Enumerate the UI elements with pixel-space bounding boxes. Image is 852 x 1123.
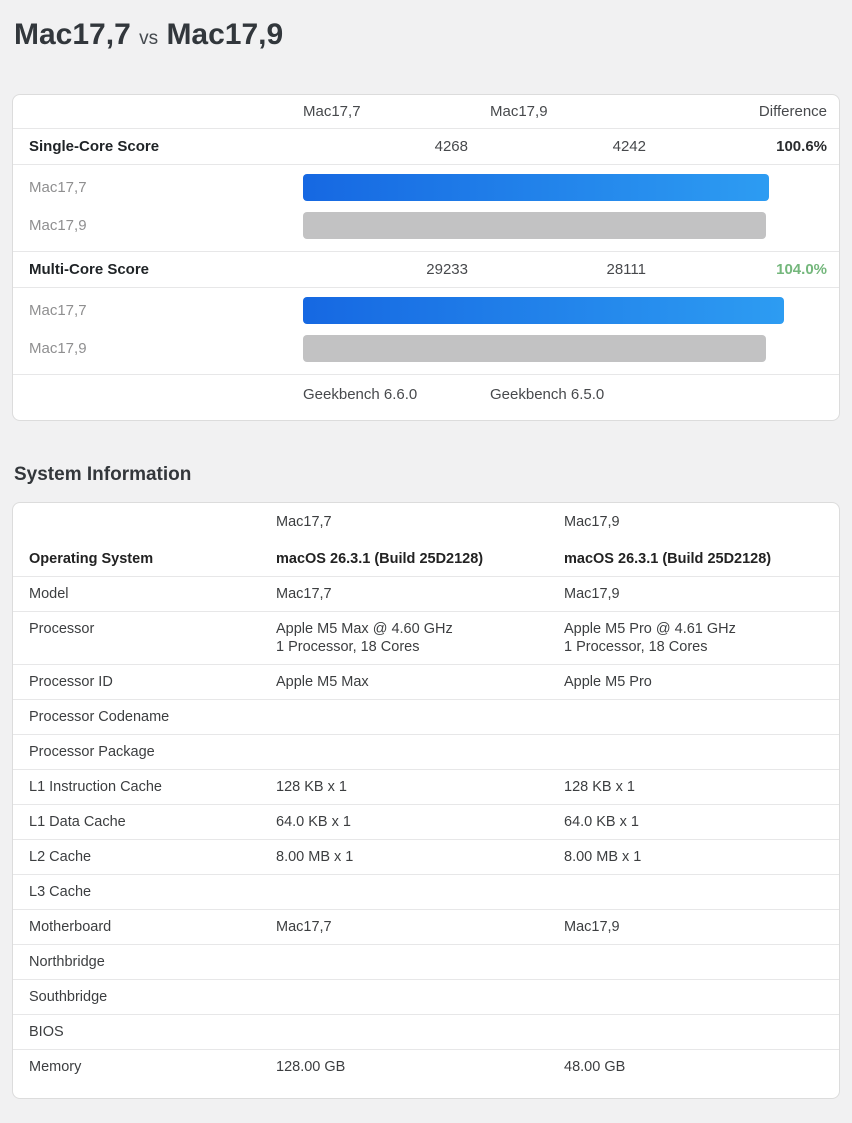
- sysinfo-value-mac179: [564, 743, 825, 761]
- score-bar-blue: [303, 297, 784, 324]
- bar-label: Mac17,9: [29, 340, 87, 357]
- sysinfo-value-mac177: [276, 918, 564, 936]
- sysinfo-row: [13, 1049, 839, 1084]
- sysinfo-value-mac179: [564, 708, 825, 726]
- sysinfo-row: [13, 1014, 839, 1049]
- sysinfo-value-line: Apple M5 Max: [276, 674, 369, 690]
- sysinfo-value-line: 128 KB x 1: [564, 779, 635, 795]
- sysinfo-row: [13, 542, 839, 576]
- benchmark-column-mac177: Mac17,7: [303, 103, 361, 120]
- benchmark-footer-row: [13, 374, 839, 420]
- sysinfo-row-label: Operating System: [29, 551, 154, 567]
- sysinfo-row-label: L1 Data Cache: [29, 814, 126, 830]
- sysinfo-row-label: L2 Cache: [29, 849, 92, 865]
- sysinfo-value-mac179: [564, 585, 825, 603]
- sysinfo-value-mac177: [276, 988, 564, 1006]
- bar-label: Mac17,7: [29, 179, 87, 196]
- score-bar-gray: [303, 212, 766, 239]
- sysinfo-value-mac179: [564, 778, 825, 796]
- sysinfo-value-mac177: [276, 743, 564, 761]
- score-difference: 104.0%: [776, 261, 827, 278]
- bar-label: Mac17,7: [29, 302, 87, 319]
- sysinfo-row-label: Processor: [29, 621, 95, 637]
- benchmark-column-difference: Difference: [758, 103, 827, 120]
- sysinfo-row-label: Processor ID: [29, 674, 113, 690]
- sysinfo-value-mac179: [564, 918, 825, 936]
- sysinfo-row-label: Model: [29, 586, 69, 602]
- sysinfo-value-mac177: [276, 585, 564, 603]
- sysinfo-value-line: Apple M5 Pro: [564, 674, 652, 690]
- sysinfo-value-mac179: [564, 550, 825, 568]
- sysinfo-row-label: L1 Instruction Cache: [29, 779, 162, 795]
- sysinfo-row: [13, 944, 839, 979]
- sysinfo-value-mac179: [564, 953, 825, 971]
- sysinfo-value-line: 1 Processor, 18 Cores: [564, 639, 708, 655]
- sysinfo-value-mac179: [564, 813, 825, 831]
- sysinfo-value-line: 48.00 GB: [564, 1059, 626, 1075]
- sysinfo-value-mac179: [564, 988, 825, 1006]
- sysinfo-value-line: 128 KB x 1: [276, 779, 347, 795]
- sysinfo-row: [13, 576, 839, 611]
- sysinfo-value-line: 8.00 MB x 1: [564, 849, 642, 865]
- sysinfo-value-mac177: [276, 1023, 564, 1041]
- sysinfo-value-line: macOS 26.3.1 (Build 25D2128): [276, 551, 484, 567]
- sysinfo-row: [13, 611, 839, 664]
- sysinfo-row-label: Memory: [29, 1059, 82, 1075]
- benchmark-header-row: [13, 95, 839, 128]
- sysinfo-value-mac177: [276, 673, 564, 691]
- sysinfo-row: [13, 839, 839, 874]
- bar-label: Mac17,9: [29, 217, 87, 234]
- sysinfo-header-row: [13, 503, 839, 542]
- sysinfo-value-line: 8.00 MB x 1: [276, 849, 354, 865]
- sysinfo-row: [13, 664, 839, 699]
- sysinfo-column-mac179: Mac17,9: [564, 514, 620, 530]
- benchmark-sections: [13, 128, 839, 374]
- sysinfo-bottom-padding: [13, 1084, 839, 1098]
- sysinfo-row: [13, 804, 839, 839]
- sysinfo-row-label: BIOS: [29, 1024, 64, 1040]
- system-information-heading: System Information: [14, 464, 192, 485]
- benchmark-column-mac179: Mac17,9: [490, 103, 548, 120]
- sysinfo-row: [13, 874, 839, 909]
- sysinfo-value-mac177: [276, 550, 564, 568]
- bar-track: [303, 212, 827, 239]
- sysinfo-value-mac177: [276, 1058, 564, 1076]
- bar-row: [13, 330, 839, 368]
- sysinfo-value-mac179: [564, 883, 825, 901]
- sysinfo-value-mac177: [276, 953, 564, 971]
- system-information-card: [12, 502, 840, 1099]
- sysinfo-value-line: 64.0 KB x 1: [564, 814, 639, 830]
- sysinfo-row-label: Processor Package: [29, 744, 155, 760]
- sysinfo-value-line: Apple M5 Pro @ 4.61 GHz: [564, 621, 736, 637]
- sysinfo-value-mac177: [276, 620, 564, 656]
- benchmark-version-mac179: Geekbench 6.5.0: [490, 386, 605, 403]
- sysinfo-value-line: 1 Processor, 18 Cores: [276, 639, 420, 655]
- sysinfo-value-mac177: [276, 708, 564, 726]
- page-title-vs: vs: [139, 28, 159, 49]
- sysinfo-row-label: Northbridge: [29, 954, 105, 970]
- sysinfo-row-label: L3 Cache: [29, 884, 92, 900]
- sysinfo-value-line: macOS 26.3.1 (Build 25D2128): [564, 551, 772, 567]
- bar-track: [303, 174, 827, 201]
- sysinfo-row: [13, 909, 839, 944]
- sysinfo-value-mac177: [276, 778, 564, 796]
- score-label: Multi-Core Score: [29, 261, 150, 278]
- sysinfo-value-mac177: [276, 813, 564, 831]
- score-row: [13, 251, 839, 287]
- sysinfo-value-line: Apple M5 Max @ 4.60 GHz: [276, 621, 453, 637]
- bar-track: [303, 335, 827, 362]
- bar-track: [303, 297, 827, 324]
- benchmark-comparison-card: [12, 94, 840, 421]
- sysinfo-header-spacer: [29, 513, 276, 531]
- sysinfo-row-label: Southbridge: [29, 989, 108, 1005]
- score-bars: [13, 287, 839, 374]
- benchmark-version-mac177: Geekbench 6.6.0: [303, 386, 418, 403]
- sysinfo-value-line: 128.00 GB: [276, 1059, 346, 1075]
- sysinfo-value-line: Mac17,9: [564, 919, 620, 935]
- score-difference: 100.6%: [776, 138, 827, 155]
- sysinfo-value-line: Mac17,7: [276, 919, 332, 935]
- sysinfo-value-line: 64.0 KB x 1: [276, 814, 351, 830]
- bar-row: [13, 169, 839, 207]
- sysinfo-row-label: Processor Codename: [29, 709, 170, 725]
- sysinfo-value-mac179: [564, 620, 825, 656]
- sysinfo-value-mac179: [564, 1058, 825, 1076]
- bar-row: [13, 207, 839, 245]
- score-bar-blue: [303, 174, 769, 201]
- sysinfo-value-mac177: [276, 883, 564, 901]
- score-value-mac177: 4268: [434, 138, 468, 155]
- sysinfo-value-line: Mac17,7: [276, 586, 332, 602]
- bar-row: [13, 292, 839, 330]
- sysinfo-row: [13, 979, 839, 1014]
- page-title: [14, 18, 840, 56]
- sysinfo-value-mac177: [276, 848, 564, 866]
- score-bar-gray: [303, 335, 766, 362]
- score-value-mac177: 29233: [426, 261, 468, 278]
- page-title-right: Mac17,9: [166, 18, 284, 51]
- sysinfo-rows: [13, 542, 839, 1084]
- sysinfo-row: [13, 769, 839, 804]
- score-value-mac179: 4242: [612, 138, 646, 155]
- score-row: [13, 128, 839, 164]
- score-value-mac179: 28111: [606, 261, 646, 278]
- score-bars: [13, 164, 839, 251]
- page-title-left: Mac17,7: [14, 18, 131, 51]
- sysinfo-value-mac179: [564, 673, 825, 691]
- sysinfo-row: [13, 734, 839, 769]
- sysinfo-row: [13, 699, 839, 734]
- sysinfo-value-line: Mac17,9: [564, 586, 620, 602]
- sysinfo-row-label: Motherboard: [29, 919, 112, 935]
- sysinfo-column-mac177: Mac17,7: [276, 514, 332, 530]
- score-label: Single-Core Score: [29, 138, 160, 155]
- sysinfo-value-mac179: [564, 848, 825, 866]
- sysinfo-value-mac179: [564, 1023, 825, 1041]
